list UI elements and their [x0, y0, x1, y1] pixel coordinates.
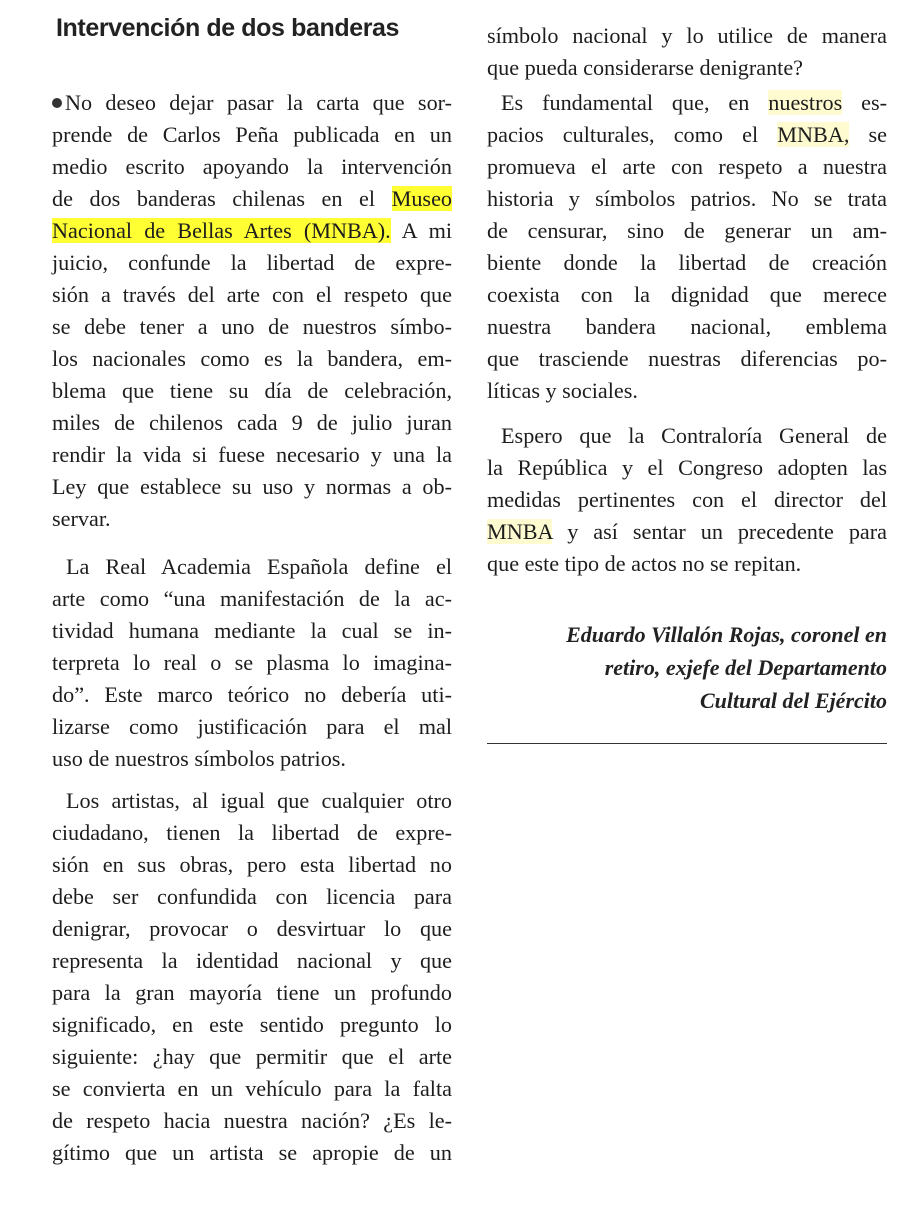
text-line: los nacionales como es la bandera, em-	[52, 346, 452, 371]
text-line: sión a través del arte con el respeto que	[52, 282, 452, 307]
text-line: siguiente: ¿hay que permitir que el arte	[52, 1044, 452, 1069]
highlighted-text: Nacional de Bellas Artes (MNBA).	[52, 218, 391, 243]
text-line: significado, en este sentido pregunto lo	[52, 1012, 452, 1037]
text-line: tividad humana mediante la cual se in-	[52, 618, 452, 643]
text-line: prende de Carlos Peña publicada en un	[52, 122, 452, 147]
text-line: arte como “una manifestación de la ac-	[52, 586, 452, 611]
text-line: pacios culturales, como el MNBA, se	[487, 122, 887, 147]
text-line: que pueda considerarse denigrante?	[487, 55, 804, 80]
text-line: Nacional de Bellas Artes (MNBA). A mi	[52, 218, 452, 243]
signature-line: retiro, exjefe del Departamento	[604, 655, 887, 680]
text-line: que este tipo de actos no se repitan.	[487, 551, 802, 576]
text-line: para la gran mayoría tiene un profundo	[52, 980, 452, 1005]
text-line: historia y símbolos patrios. No se trata	[487, 186, 887, 211]
text-line: se convierta en un vehículo para la falta	[52, 1076, 452, 1101]
text-line: nuestra bandera nacional, emblema	[487, 314, 887, 339]
signature-line: Cultural del Ejército	[699, 688, 887, 713]
text-line: se debe tener a uno de nuestros símbo-	[52, 314, 452, 339]
text-line: Es fundamental que, en nuestros es-	[501, 90, 888, 115]
text-line: denigrar, provocar o desvirtuar lo que	[52, 916, 452, 941]
highlighted-text: Museo	[391, 186, 453, 211]
divider	[487, 743, 887, 744]
text-line: biente donde la libertad de creación	[487, 250, 887, 275]
text-line: coexista con la dignidad que merece	[487, 282, 887, 307]
text-line: No deseo dejar pasar la carta que sor-	[52, 87, 452, 119]
text-line: uso de nuestros símbolos patrios.	[52, 746, 346, 771]
text-line: medio escrito apoyando la intervención	[52, 154, 452, 179]
text-line: de respeto hacia nuestra nación? ¿Es le-	[52, 1108, 452, 1133]
text-line: lizarse como justificación para el mal	[52, 714, 452, 739]
text-line: blema que tiene su día de celebración,	[52, 378, 452, 403]
text-line: rendir la vida si fuese necesario y una la	[52, 442, 452, 467]
text-line: la República y el Congreso adopten las	[487, 455, 887, 480]
text-line: gítimo que un artista se apropie de un	[52, 1140, 452, 1165]
text-line: de censurar, sino de generar un am-	[487, 218, 887, 243]
text-line: debe ser confundida con licencia para	[52, 884, 452, 909]
text-line: juicio, confunde la libertad de expre-	[52, 250, 452, 275]
text-line: terpreta lo real o se plasma lo imagina-	[52, 650, 452, 675]
text-line: representa la identidad nacional y que	[52, 948, 452, 973]
highlighted-text: MNBA,	[777, 122, 850, 147]
text-line: Los artistas, al igual que cualquier otro	[66, 788, 452, 813]
text-line: ciudadano, tienen la libertad de expre-	[52, 820, 452, 845]
text-line: promueva el arte con respeto a nuestra	[487, 154, 887, 179]
signature-line: Eduardo Villalón Rojas, coronel en	[566, 622, 887, 647]
text-line: La Real Academia Española define el	[66, 554, 452, 579]
text-line: MNBA y así sentar un precedente para	[487, 519, 887, 544]
bullet-icon	[52, 98, 62, 108]
text-line: símbolo nacional y lo utilice de manera	[487, 23, 887, 48]
text-line: de dos banderas chilenas en el Museo	[52, 186, 453, 211]
article-headline: Intervención de dos banderas	[56, 14, 400, 42]
text-line: Ley que establece su uso y normas a ob-	[52, 474, 452, 499]
text-line: líticas y sociales.	[487, 378, 638, 403]
text-line: que trasciende nuestras diferencias po-	[487, 346, 887, 371]
highlighted-text: nuestros	[768, 90, 843, 115]
text-line: miles de chilenos cada 9 de julio juran	[52, 410, 452, 435]
text-line: Espero que la Contraloría General de	[501, 423, 887, 448]
highlighted-text: MNBA	[487, 519, 553, 544]
text-line: servar.	[52, 506, 111, 531]
text-line: sión en sus obras, pero esta libertad no	[52, 852, 452, 877]
text-line: medidas pertinentes con el director del	[487, 487, 887, 512]
text-line: do”. Este marco teórico no debería uti-	[52, 682, 452, 707]
